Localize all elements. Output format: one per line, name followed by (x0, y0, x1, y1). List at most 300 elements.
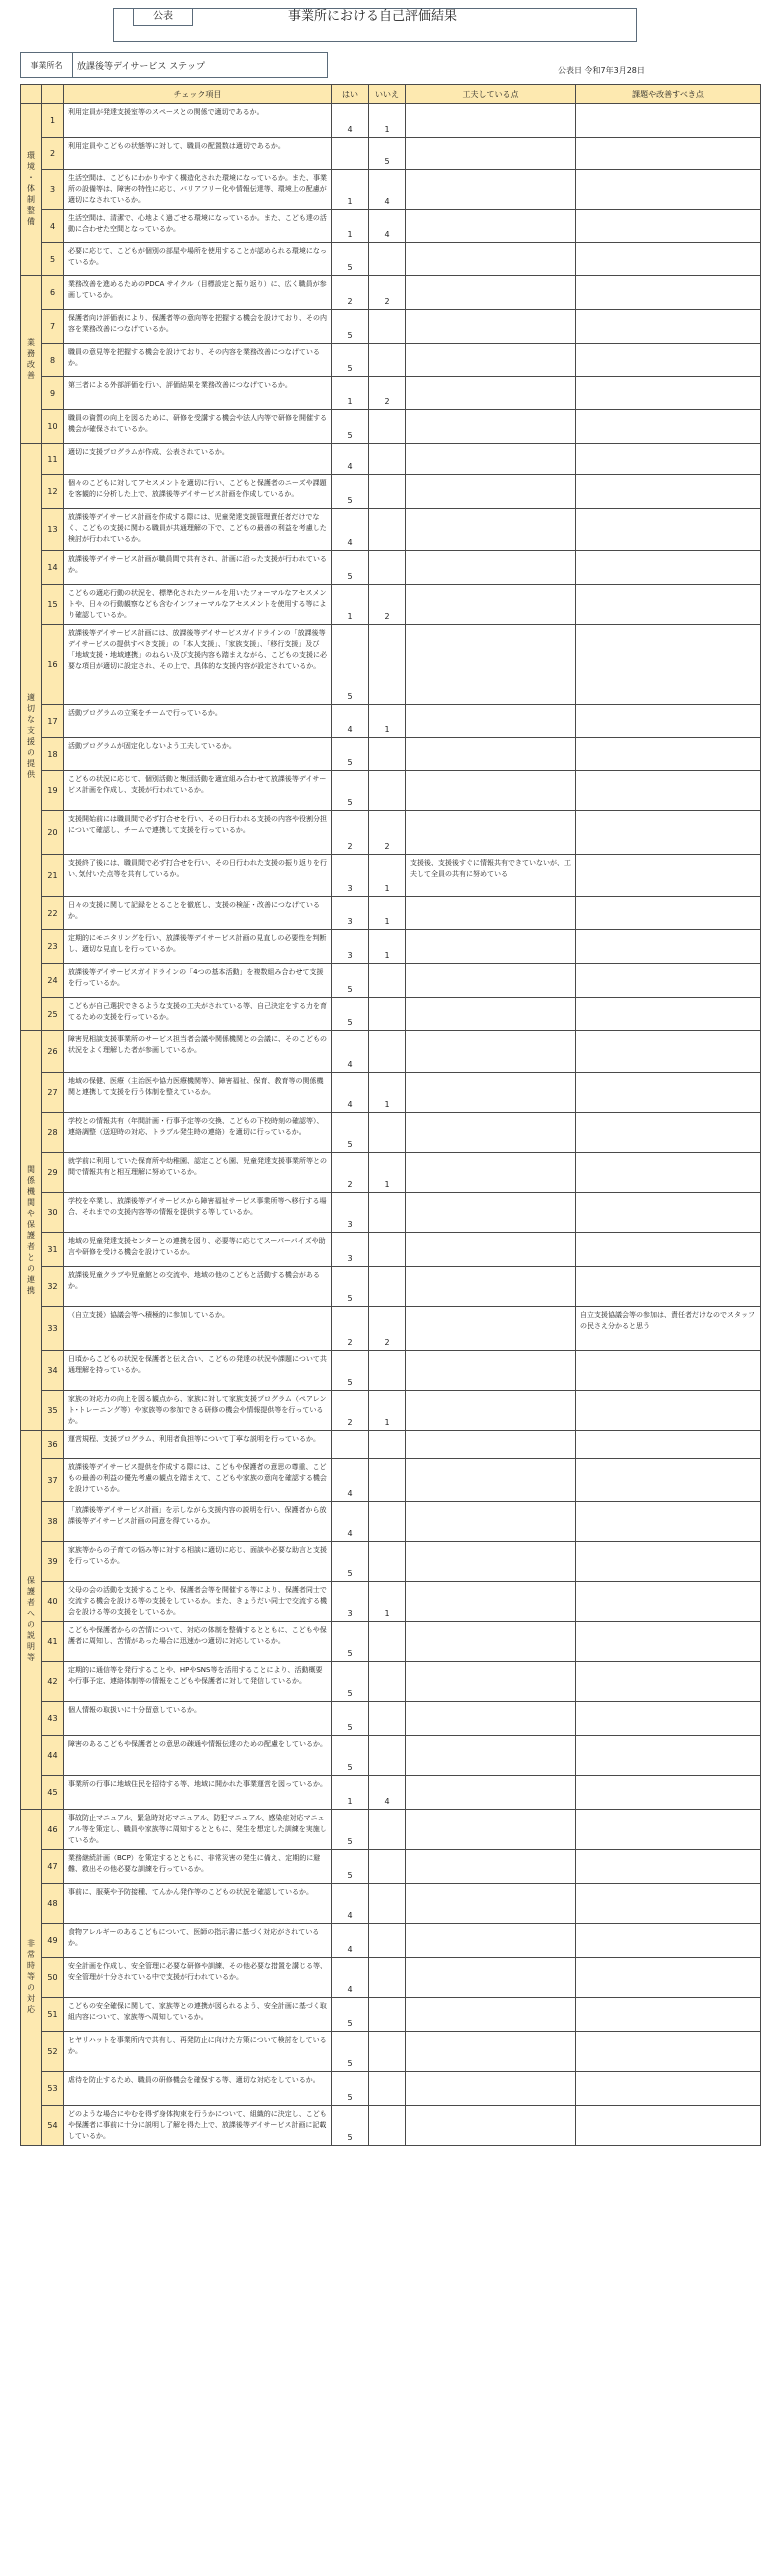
yes-count: 5 (332, 344, 369, 377)
row-number: 54 (42, 2106, 64, 2146)
good-points-note (406, 2032, 576, 2072)
good-points-note (406, 2072, 576, 2106)
yes-count: 5 (332, 475, 369, 509)
table-row (21, 1113, 761, 1153)
check-item-text: 放課後等デイサービス計画には、放課後等デイサービスガイドラインの「放課後等デイサービスの提供すべき支援」の「本人支援」、「家族支援」、「移行支援」及び「地域支援・地域連携」のねらい及び支援内容も踏まえながら、こどもの支援に必要な項目が適切に設定され、その上で、具体的な支援内容が設定されているか。 (64, 625, 332, 705)
yes-count: 5 (332, 1267, 369, 1307)
no-count (369, 1031, 406, 1073)
table-row (21, 410, 761, 444)
good-points-note (406, 1884, 576, 1924)
check-item-text: こどもや保護者からの苦情について、対応の体制を整備するとともに、こどもや保護者に周知し、苦情があった場合に迅速かつ適切に対応しているか。 (64, 1622, 332, 1662)
good-points-note (406, 705, 576, 738)
issues-note (576, 1662, 761, 1702)
table-row (21, 855, 761, 897)
table-row (21, 276, 761, 310)
no-count (369, 625, 406, 705)
issues-note (576, 1582, 761, 1622)
check-item-text: 地域の児童発達支援センターとの連携を図り、必要等に応じてスーパーバイズや助言や研修を受ける機会を設けているか。 (64, 1233, 332, 1267)
row-number: 8 (42, 344, 64, 377)
yes-count: 4 (332, 1502, 369, 1542)
table-row (21, 1958, 761, 1998)
issues-note (576, 771, 761, 811)
check-item-text: 障害児相談支援事業所のサービス担当者会議や関係機関との会議に、そのこどもの状況をよく理解した者が参画しているか。 (64, 1031, 332, 1073)
facility-name: 放課後等デイサービス ステップ (77, 61, 206, 72)
issues-note (576, 2032, 761, 2072)
good-points-note (406, 1502, 576, 1542)
good-points-note (406, 1542, 576, 1582)
issues-note (576, 1776, 761, 1810)
table-row (21, 475, 761, 509)
table-row (21, 1662, 761, 1702)
row-number: 44 (42, 1736, 64, 1776)
no-count (369, 738, 406, 771)
row-number: 10 (42, 410, 64, 444)
issues-note (576, 1113, 761, 1153)
check-item-text: 生活空間は、清潔で、心地よく過ごせる環境になっているか。また、こども達の活動に合わせた空間となっているか。 (64, 210, 332, 243)
row-number: 36 (42, 1431, 64, 1459)
good-points-note (406, 1582, 576, 1622)
issues-note: 自立支援協議会等の参加は、責任者だけなのでスタッフの民さえ分かると思う (576, 1307, 761, 1351)
good-points-note (406, 1459, 576, 1502)
no-count (369, 1884, 406, 1924)
no-count: 1 (369, 1582, 406, 1622)
table-row (21, 1391, 761, 1431)
no-count (369, 1351, 406, 1391)
issues-note (576, 998, 761, 1031)
issues-note (576, 1233, 761, 1267)
no-count (369, 344, 406, 377)
evaluation-table (20, 84, 761, 2146)
issues-note (576, 475, 761, 509)
no-count (369, 1622, 406, 1662)
issues-note (576, 138, 761, 170)
yes-count: 1 (332, 210, 369, 243)
good-points-note: 支援後、支援後すぐに情報共有できていないが、工夫して全員の共有に努めている (406, 855, 576, 897)
issues-note (576, 1924, 761, 1958)
issues-note (576, 1431, 761, 1459)
table-row (21, 738, 761, 771)
table-row (21, 344, 761, 377)
good-points-note (406, 551, 576, 585)
row-number: 32 (42, 1267, 64, 1307)
good-points-note (406, 930, 576, 964)
row-number: 1 (42, 104, 64, 138)
issues-note (576, 1958, 761, 1998)
yes-count: 3 (332, 930, 369, 964)
table-row (21, 243, 761, 276)
issues-note (576, 1998, 761, 2032)
check-item-text: 「放課後等デイサービス計画」を示しながら支援内容の説明を行い、保護者から放課後等デイサービス計画の同意を得ているか。 (64, 1502, 332, 1542)
row-number: 27 (42, 1073, 64, 1113)
issues-note (576, 170, 761, 210)
no-count: 4 (369, 1776, 406, 1810)
yes-count: 5 (332, 625, 369, 705)
good-points-note (406, 585, 576, 625)
no-count (369, 1810, 406, 1850)
no-count (369, 475, 406, 509)
row-number: 19 (42, 771, 64, 811)
yes-count (332, 1431, 369, 1459)
row-number: 53 (42, 2072, 64, 2106)
row-number: 6 (42, 276, 64, 310)
no-count: 2 (369, 811, 406, 855)
check-item-text: 業務継続計画（BCP）を策定するとともに、非常災害の発生に備え、定期的に避難、救出その他必要な訓練を行っているか。 (64, 1850, 332, 1884)
good-points-note (406, 410, 576, 444)
issues-note (576, 2072, 761, 2106)
yes-count: 5 (332, 1351, 369, 1391)
row-number: 25 (42, 998, 64, 1031)
check-item-text: 業務改善を進めるためのPDCA サイクル（目標設定と振り返り）に、広く職員が参画しているか。 (64, 276, 332, 310)
row-number: 15 (42, 585, 64, 625)
yes-count: 2 (332, 1307, 369, 1351)
issues-note (576, 585, 761, 625)
check-item-text: 安全計画を作成し、安全管理に必要な研修や訓練、その他必要な措置を講じる等、安全管理が十分されている中で支援が行われているか。 (64, 1958, 332, 1998)
check-item-text: 活動プログラムの立案をチームで行っているか。 (64, 705, 332, 738)
yes-count: 2 (332, 1153, 369, 1193)
table-row (21, 930, 761, 964)
yes-count: 5 (332, 2072, 369, 2106)
issues-note (576, 509, 761, 551)
no-count: 2 (369, 377, 406, 410)
publish-date: 公表日 令和7年3月28日 (558, 66, 645, 75)
check-item-text: 放課後等デイサービス計画が職員間で共有され、計画に沿った支援が行われているか。 (64, 551, 332, 585)
check-item-text: 学校を卒業し、放課後等デイサービスから障害福祉サービス事業所等へ移行する場合、それまでの支援内容等の情報を提供する等しているか。 (64, 1193, 332, 1233)
no-count (369, 964, 406, 998)
table-row (21, 377, 761, 410)
check-item-text: 利用定員が発達支援室等のスペースとの関係で適切であるか。 (64, 104, 332, 138)
table-row (21, 1267, 761, 1307)
issues-note (576, 2106, 761, 2146)
header-number (42, 85, 64, 104)
yes-count: 1 (332, 1776, 369, 1810)
yes-count: 5 (332, 771, 369, 811)
check-item-text: 父母の会の活動を支援することや、保護者会等を開催する等により、保護者同士で交流する機会を設ける等の支援をしているか。また、きょうだい同士で交流する機会を設ける等の支援をしているか。 (64, 1582, 332, 1622)
no-count (369, 551, 406, 585)
yes-count: 5 (332, 243, 369, 276)
issues-note (576, 897, 761, 930)
no-count: 1 (369, 705, 406, 738)
good-points-note (406, 243, 576, 276)
row-number: 38 (42, 1502, 64, 1542)
good-points-note (406, 771, 576, 811)
table-row (21, 1431, 761, 1459)
yes-count: 5 (332, 551, 369, 585)
good-points-note (406, 625, 576, 705)
row-number: 41 (42, 1622, 64, 1662)
table-row (21, 1810, 761, 1850)
no-count (369, 2072, 406, 2106)
no-count (369, 2106, 406, 2146)
row-number: 17 (42, 705, 64, 738)
check-item-text: 第三者による外部評価を行い、評価結果を業務改善につなげているか。 (64, 377, 332, 410)
header-check-item: チェック項目 (64, 85, 332, 104)
issues-note (576, 1153, 761, 1193)
check-item-text: 活動プログラムが固定化しないよう工夫しているか。 (64, 738, 332, 771)
row-number: 50 (42, 1958, 64, 1998)
issues-note (576, 964, 761, 998)
no-count: 5 (369, 138, 406, 170)
table-row (21, 897, 761, 930)
row-number: 48 (42, 1884, 64, 1924)
row-number: 45 (42, 1776, 64, 1810)
category-cell: 環境・体制整備 (21, 104, 42, 276)
good-points-note (406, 964, 576, 998)
table-row (21, 1502, 761, 1542)
issues-note (576, 738, 761, 771)
yes-count: 5 (332, 998, 369, 1031)
good-points-note (406, 170, 576, 210)
no-count (369, 410, 406, 444)
row-number: 40 (42, 1582, 64, 1622)
category-cell: 保護者への説明等 (21, 1431, 42, 1810)
no-count: 1 (369, 1073, 406, 1113)
good-points-note (406, 509, 576, 551)
table-row (21, 1031, 761, 1073)
yes-count: 3 (332, 897, 369, 930)
issues-note (576, 855, 761, 897)
yes-count: 4 (332, 104, 369, 138)
header-category (21, 85, 42, 104)
good-points-note (406, 1662, 576, 1702)
yes-count: 4 (332, 1073, 369, 1113)
table-row (21, 1153, 761, 1193)
table-row (21, 444, 761, 475)
good-points-note (406, 1193, 576, 1233)
row-number: 9 (42, 377, 64, 410)
table-row (21, 1307, 761, 1351)
row-number: 51 (42, 1998, 64, 2032)
yes-count: 5 (332, 1702, 369, 1736)
yes-count: 5 (332, 2032, 369, 2072)
row-number: 23 (42, 930, 64, 964)
issues-note (576, 1850, 761, 1884)
check-item-text: 放課後児童クラブや児童館との交流や、地域の他のこどもと活動する機会があるか。 (64, 1267, 332, 1307)
good-points-note (406, 1113, 576, 1153)
good-points-note (406, 1351, 576, 1391)
good-points-note (406, 1153, 576, 1193)
no-count: 2 (369, 1307, 406, 1351)
issues-note (576, 1073, 761, 1113)
yes-count: 5 (332, 1622, 369, 1662)
good-points-note (406, 1431, 576, 1459)
good-points-note (406, 1031, 576, 1073)
issues-note (576, 1736, 761, 1776)
row-number: 13 (42, 509, 64, 551)
no-count: 4 (369, 170, 406, 210)
table-row (21, 1542, 761, 1582)
header-yes: はい (332, 85, 369, 104)
no-count (369, 444, 406, 475)
yes-count: 5 (332, 310, 369, 344)
table-row (21, 1351, 761, 1391)
yes-count: 5 (332, 1810, 369, 1850)
check-item-text: 放課後等デイサービス計画を作成する際には、児童発達支援管理責任者だけでなく、こどもの支援に関わる職員が共通理解の下で、こどもの最善の利益を考慮した検討が行われているか。 (64, 509, 332, 551)
check-item-text: 学校との情報共有（年間計画・行事予定等の交換、こどもの下校時刻の確認等）、連絡調整（送迎時の対応、トラブル発生時の連絡）を適切に行っているか。 (64, 1113, 332, 1153)
table-row (21, 2106, 761, 2146)
no-count: 1 (369, 1153, 406, 1193)
row-number: 2 (42, 138, 64, 170)
yes-count: 5 (332, 1662, 369, 1702)
yes-count: 4 (332, 444, 369, 475)
table-row (21, 1776, 761, 1810)
good-points-note (406, 1307, 576, 1351)
no-count (369, 1193, 406, 1233)
issues-note (576, 1391, 761, 1431)
category-cell: 業務改善 (21, 276, 42, 444)
good-points-note (406, 138, 576, 170)
check-item-text: ヒヤリハットを事業所内で共有し、再発防止に向けた方策について検討をしているか。 (64, 2032, 332, 2072)
table-row (21, 1622, 761, 1662)
yes-count: 3 (332, 855, 369, 897)
yes-count: 3 (332, 1582, 369, 1622)
issues-note (576, 705, 761, 738)
table-row (21, 1736, 761, 1776)
table-row (21, 1459, 761, 1502)
check-item-text: 事故防止マニュアル、緊急時対応マニュアル、防犯マニュアル、感染症対応マニュアル等を策定し、職員や家族等に周知するとともに、発生を想定した訓練を実施しているか。 (64, 1810, 332, 1850)
issues-note (576, 410, 761, 444)
check-item-text: 家族の対応力の向上を図る観点から、家族に対して家族支援プログラム（ペアレント･トレーニング等）や家族等の参加できる研修の機会や情報提供等を行っているか。 (64, 1391, 332, 1431)
check-item-text: 事業所の行事に地域住民を招待する等、地域に開かれた事業運営を図っているか。 (64, 1776, 332, 1810)
check-item-text: 障害のあるこどもや保護者との意思の疎通や情報伝達のための配慮をしているか。 (64, 1736, 332, 1776)
table-row (21, 310, 761, 344)
check-item-text: 適切に支援プログラムが作成、公表されているか。 (64, 444, 332, 475)
issues-note (576, 551, 761, 585)
issues-note (576, 625, 761, 705)
no-count (369, 1113, 406, 1153)
issues-note (576, 1267, 761, 1307)
good-points-note (406, 444, 576, 475)
yes-count: 2 (332, 1391, 369, 1431)
good-points-note (406, 1736, 576, 1776)
check-item-text: 生活空間は、こどもにわかりやすく構造化された環境になっているか。また、事業所の設備等は、障害の特性に応じ、バリアフリー化や情報伝達等、環境上の配慮が適切になされているか。 (64, 170, 332, 210)
header-no: いいえ (369, 85, 406, 104)
header-good-points: 工夫している点 (406, 85, 576, 104)
issues-note (576, 1622, 761, 1662)
check-item-text: （自立支援）協議会等へ積極的に参加しているか。 (64, 1307, 332, 1351)
check-item-text: 放課後等デイサービス提供を作成する際には、こどもや保護者の意思の尊重、こどもの最善の利益の優先考慮の観点を踏まえて、こどもや家族の意向を確認する機会を設けているか。 (64, 1459, 332, 1502)
row-number: 34 (42, 1351, 64, 1391)
check-item-text: 日頃からこどもの状況を保護者と伝え合い、こどもの発達の状況や課題について共通理解を持っているか。 (64, 1351, 332, 1391)
no-count (369, 1459, 406, 1502)
check-item-text: 食物アレルギーのあるこどもについて、医師の指示書に基づく対応がされているか。 (64, 1924, 332, 1958)
good-points-note (406, 377, 576, 410)
good-points-note (406, 1267, 576, 1307)
issues-note (576, 811, 761, 855)
table-row (21, 2032, 761, 2072)
no-count: 4 (369, 210, 406, 243)
row-number: 29 (42, 1153, 64, 1193)
yes-count: 5 (332, 964, 369, 998)
no-count (369, 2032, 406, 2072)
yes-count: 5 (332, 410, 369, 444)
issues-note (576, 276, 761, 310)
check-item-text: 放課後等デイサービスガイドラインの「4つの基本活動」を複数組み合わせて支援を行っているか。 (64, 964, 332, 998)
good-points-note (406, 475, 576, 509)
check-item-text: こどもの状況に応じて、個別活動と集団活動を適宜組み合わせて放課後等デイサービス計画を作成し、支援が行われているか。 (64, 771, 332, 811)
no-count (369, 771, 406, 811)
yes-count: 4 (332, 509, 369, 551)
yes-count: 4 (332, 705, 369, 738)
good-points-note (406, 1233, 576, 1267)
row-number: 5 (42, 243, 64, 276)
good-points-note (406, 276, 576, 310)
good-points-note (406, 1702, 576, 1736)
check-item-text: 保護者向け評価表により、保護者等の意向等を把握する機会を設けており、その内容を業務改善につなげているか。 (64, 310, 332, 344)
yes-count: 3 (332, 1193, 369, 1233)
no-count (369, 1542, 406, 1582)
no-count (369, 243, 406, 276)
check-item-text: 個人情報の取扱いに十分留意しているか。 (64, 1702, 332, 1736)
no-count (369, 1958, 406, 1998)
row-number: 52 (42, 2032, 64, 2072)
row-number: 28 (42, 1113, 64, 1153)
table-row (21, 138, 761, 170)
row-number: 42 (42, 1662, 64, 1702)
table-row (21, 1582, 761, 1622)
table-row (21, 1850, 761, 1884)
row-number: 31 (42, 1233, 64, 1267)
row-number: 14 (42, 551, 64, 585)
issues-note (576, 1351, 761, 1391)
good-points-note (406, 1622, 576, 1662)
row-number: 3 (42, 170, 64, 210)
no-count (369, 998, 406, 1031)
issues-note (576, 1031, 761, 1073)
table-row (21, 811, 761, 855)
yes-count: 4 (332, 1031, 369, 1073)
good-points-note (406, 998, 576, 1031)
no-count: 1 (369, 930, 406, 964)
issues-note (576, 444, 761, 475)
row-number: 35 (42, 1391, 64, 1431)
table-row (21, 964, 761, 998)
row-number: 20 (42, 811, 64, 855)
check-item-text: 就学前に利用していた保育所や幼稚園、認定こども園、児童発達支援事業所等との間で情報共有と相互理解に努めているか。 (64, 1153, 332, 1193)
yes-count: 2 (332, 276, 369, 310)
check-item-text: 定期的にモニタリングを行い、放課後等デイサービス計画の見直しの必要性を判断し、適切な見直しを行っているか。 (64, 930, 332, 964)
no-count: 2 (369, 276, 406, 310)
good-points-note (406, 1810, 576, 1850)
issues-note (576, 310, 761, 344)
table-row (21, 705, 761, 738)
row-number: 16 (42, 625, 64, 705)
yes-count: 1 (332, 377, 369, 410)
issues-note (576, 930, 761, 964)
no-count: 1 (369, 855, 406, 897)
table-header-row (21, 85, 761, 104)
category-cell: 関係機関や保護者との連携 (21, 1031, 42, 1431)
check-item-text: 個々のこどもに対してアセスメントを適切に行い、こどもと保護者のニーズや課題を客観的に分析した上で、放課後等デイサービス計画を作成しているか。 (64, 475, 332, 509)
check-item-text: 家族等からの子育ての悩み等に対する相談に適切に応じ、面談や必要な助言と支援を行っているか。 (64, 1542, 332, 1582)
good-points-note (406, 1924, 576, 1958)
yes-count: 5 (332, 1850, 369, 1884)
table-row (21, 1233, 761, 1267)
row-number: 24 (42, 964, 64, 998)
check-item-text: こどもが自己選択できるような支援の工夫がされている等、自己決定をする力を育てるための支援を行っているか。 (64, 998, 332, 1031)
yes-count: 4 (332, 1884, 369, 1924)
issues-note (576, 344, 761, 377)
yes-count: 4 (332, 1958, 369, 1998)
check-item-text: 事前に、服薬や予防接種、てんかん発作等のこどもの状況を確認しているか。 (64, 1884, 332, 1924)
table-row (21, 585, 761, 625)
issues-note (576, 104, 761, 138)
issues-note (576, 1810, 761, 1850)
check-item-text: 定期的に通信等を発行することや、HPやSNS等を活用することにより、活動概要や行事予定、連絡体制等の情報をこどもや保護者に対して発信しているか。 (64, 1662, 332, 1702)
table-row (21, 1884, 761, 1924)
check-item-text: 日々の支援に関して記録をとることを徹底し、支援の検証・改善につなげているか。 (64, 897, 332, 930)
row-number: 21 (42, 855, 64, 897)
good-points-note (406, 104, 576, 138)
